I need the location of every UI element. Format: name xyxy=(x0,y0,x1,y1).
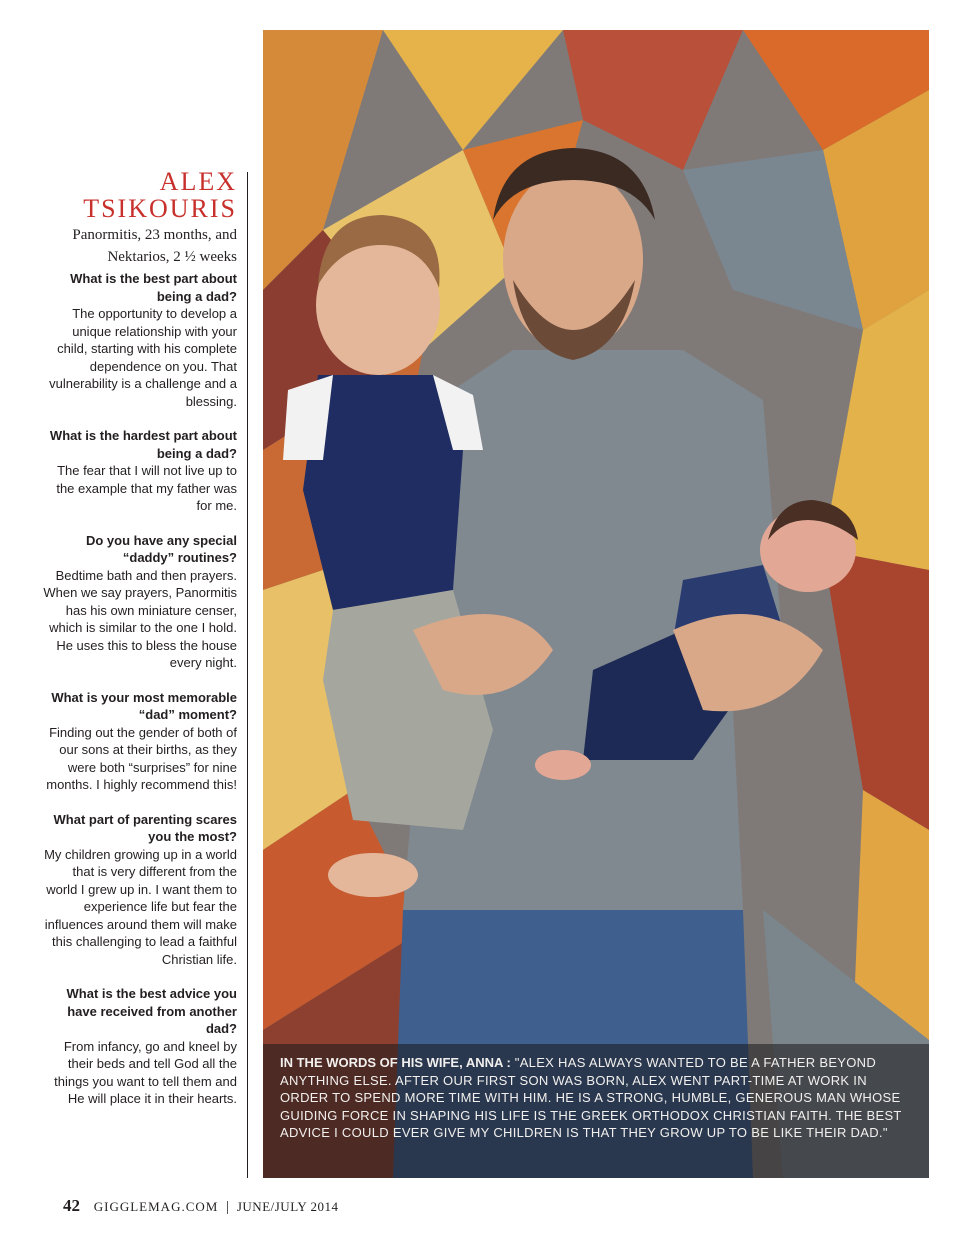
footer-issue: JUNE/JULY 2014 xyxy=(236,1199,339,1214)
qa-item xyxy=(40,427,237,515)
qa-item xyxy=(40,985,237,1108)
caption-quote: "ALEX HAS ALWAYS WANTED TO BE A FATHER BEYOND ANYTHING ELSE. AFTER OUR FIRST SON WAS BORN, ALEX WENT PART-TIME AT WORK IN ORDER TO SPEND MORE TIME WITH HIM. HE IS A STRONG, HUMBLE, GENEROUS MAN WHOSE GUIDING FORCE IN SHAPING HIS LIFE IS THE GREEK ORTHODOX CHRISTIAN FAITH. THE BEST ADVICE I COULD EVER GIVE MY CHILDREN IS THAT THEY GROW UP TO BE LIKE THEIR DAD." xyxy=(280,1055,902,1140)
photo-illustration xyxy=(263,30,929,1178)
qa-question: What is the hardest part about being a dad? xyxy=(49,428,237,461)
footer-separator: | xyxy=(226,1199,230,1215)
profile-name-first: ALEX xyxy=(159,167,237,196)
qa-answer: Finding out the gender of both of our sons at their births, as they were both “surprises” for nine months. I highly recommend this! xyxy=(46,724,237,792)
family-photo xyxy=(263,30,929,1178)
qa-answer: The fear that I will not live up to the example that my father was for me. xyxy=(56,463,237,513)
profile-kids xyxy=(40,224,237,268)
qa-question: What part of parenting scares you the most? xyxy=(53,811,237,844)
qa-question: What is your most memorable “dad” moment? xyxy=(51,689,237,722)
qa-item xyxy=(40,689,237,794)
caption-label: IN THE WORDS OF HIS WIFE, ANNA : xyxy=(280,1055,511,1070)
interview-sidebar xyxy=(40,168,237,1108)
qa-answer: My children growing up in a world that is very different from the world I grew up in. I want them to experience life but fear the influences around them will make this challenging to lead a faithful Christian life. xyxy=(44,846,237,967)
photo-caption xyxy=(263,1044,929,1178)
qa-answer: From infancy, go and kneel by their beds and tell God all the things you want to tell them and He will place it in their hearts. xyxy=(54,1038,237,1106)
qa-item xyxy=(40,270,237,410)
profile-name-last: TSIKOURIS xyxy=(83,194,237,223)
page-number: 42 xyxy=(63,1196,80,1215)
caption-text xyxy=(280,1054,910,1142)
page-footer xyxy=(63,1196,339,1216)
qa-item xyxy=(40,532,237,672)
qa-item xyxy=(40,811,237,969)
profile-kids-line2: Nektarios, 2 ½ weeks xyxy=(107,249,237,265)
qa-question: What is the best part about being a dad? xyxy=(70,271,237,304)
footer-site: GIGGLEMAG.COM xyxy=(93,1199,219,1214)
qa-question: What is the best advice you have received from another dad? xyxy=(66,986,237,1036)
qa-answer: The opportunity to develop a unique relationship with your child, starting with his complete dependence on you. That vulnerability is a challenge and a blessing. xyxy=(49,306,237,409)
qa-answer: Bedtime bath and then prayers. When we say prayers, Panormitis has his own miniature censer, which is similar to the one I hold. He uses this to bless the house every night. xyxy=(43,567,237,670)
qa-question: Do you have any special “daddy” routines? xyxy=(85,532,237,565)
profile-name xyxy=(40,168,237,222)
profile-kids-line1: Panormitis, 23 months, and xyxy=(72,227,237,243)
column-divider xyxy=(247,172,248,1178)
